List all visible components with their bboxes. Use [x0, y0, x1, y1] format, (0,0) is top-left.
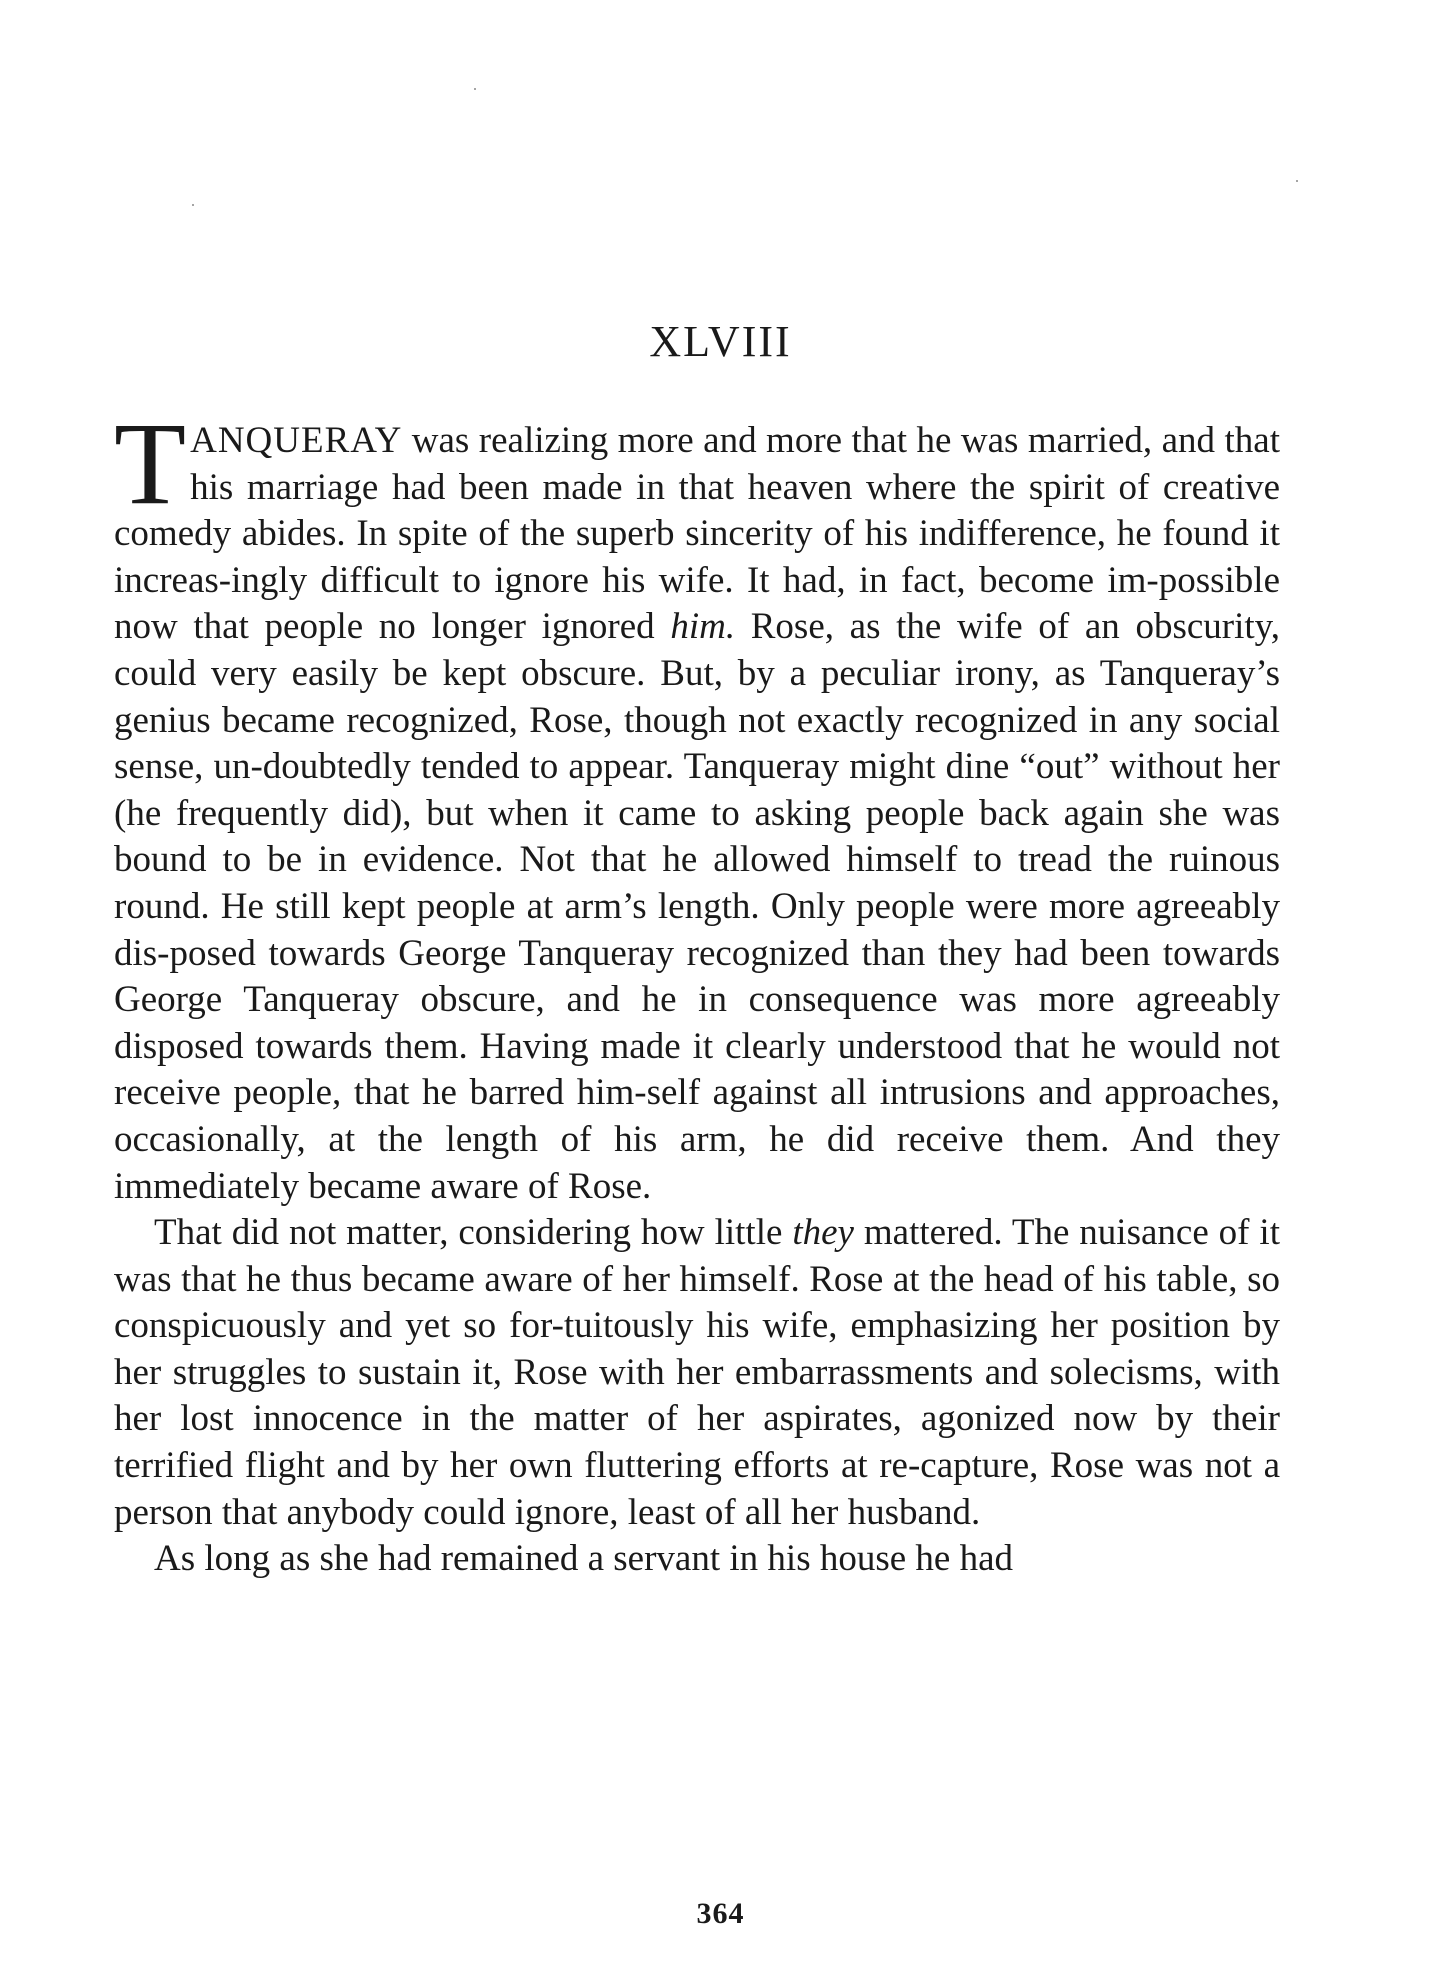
chapter-heading: XLVIII [649, 317, 792, 366]
page-number: 364 [696, 1897, 745, 1930]
paragraph-1 [114, 398, 1280, 1210]
print-speck [1296, 180, 1298, 182]
paragraph-3: As long as she had remained a servant in his house he had [154, 1538, 1014, 1580]
paragraph-1-text-a: was realizing more and more that he was married, and that his marriage had been made in that heaven where the spirit of creative comedy abides. In spite of the superb sincerity of his indifference, he found it increas-ingly difficult to ignore his wife. It had, in fact, become im-possible now that people no longer ignored [114, 420, 1280, 648]
paragraph-2-text-a: That did not matter, considering how little [154, 1212, 793, 1254]
paragraph-1-text-b: Rose, as the wife of an obscurity, could very easily be kept obscure. But, by a peculiar irony, as Tanqueray’s genius became recognized, Rose, though not exactly recognized in any social sense, un-doubtedly tended to appear. Tanqueray might dine “out” without her (he frequently did), but when it came to asking people back again she was bound to be in evidence. Not that he allowed himself to tread the ruinous round. He still kept people at arm’s length. Only people were more agreeably dis-posed towards George Tanqueray recognized than they had been towards George Tanqueray obscure, and he in consequence was more agreeably disposed towards them. Having made it clearly understood that he would not receive people, that he barred him-self against all intrusions and approaches, occasionally, at the length of his arm, he did receive them. And they immediately became aware of Rose. [114, 606, 1280, 1207]
print-speck [474, 88, 476, 90]
paragraph-2-emphasis: they [792, 1212, 854, 1254]
opening-word: ANQUERAY [190, 420, 403, 461]
print-speck [192, 204, 194, 206]
body-text [114, 398, 1280, 1583]
paragraph-1-emphasis: him. [670, 606, 736, 648]
paragraph-2 [114, 1210, 1280, 1536]
drop-cap-initial: T [114, 398, 187, 529]
paragraph-2-text-b: mattered. The nuisance of it was that he thus became aware of her himself. Rose at the head of his table, so conspicuously and yet so for-tuitously his wife, emphasizing her position by her struggles to sustain it, Rose with her embarrassments and solecisms, with her lost innocence in the matter of her aspirates, agonized now by their terrified flight and by her own fluttering efforts at re-capture, Rose was not a person that anybody could ignore, least of all her husband. [114, 1212, 1280, 1533]
